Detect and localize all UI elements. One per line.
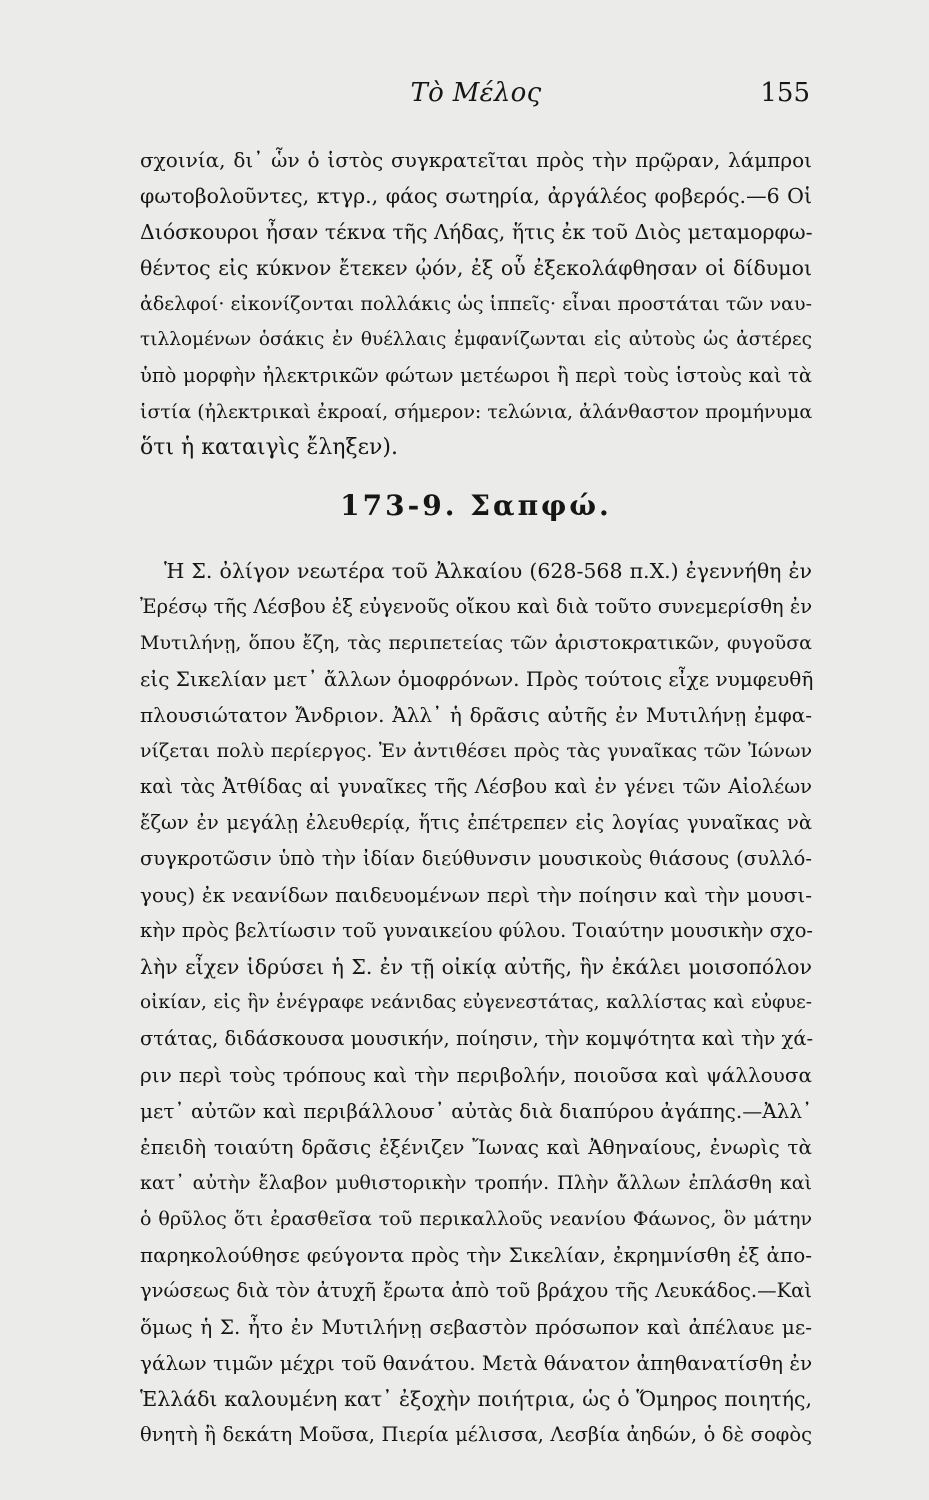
- text-line: ὅτι ἡ καταιγὶς ἔληξεν).: [140, 435, 398, 460]
- text-line: ὁ θρῦλος ὅτι ἐρασθεῖσα τοῦ περικαλλοῦς νεανίου Φάωνος, ὃν μάτην: [140, 1208, 812, 1230]
- text-line: κατ᾽ αὐτὴν ἔλαβον μυθιστορικὴν τροπήν. Πλὴν ἄλλων ἐπλάσθη καὶ: [140, 1172, 812, 1194]
- text-line: νίζεται πολὺ περίεργος. Ἐν ἀντιθέσει πρὸς τὰς γυναῖκας τῶν Ἰώνων: [140, 740, 812, 762]
- text-line: παρηκολούθησε φεύγοντα πρὸς τὴν Σικελίαν, ἐκρημνίσθη ἐξ ἀπο-: [140, 1243, 812, 1267]
- text-line: καὶ τὰς Ἀτθίδας αἱ γυναῖκες τῆς Λέσβου καὶ ἐν γένει τῶν Αἰολέων: [140, 775, 812, 798]
- text-line: Διόσκουροι ἦσαν τέκνα τῆς Λήδας, ἥτις ἐκ τοῦ Διὸς μεταμορφω-: [140, 220, 813, 244]
- text-line: ὑπὸ μορφὴν ἠλεκτρικῶν φώτων μετέωροι ἢ περὶ τοὺς ἱστοὺς καὶ τὰ: [140, 364, 812, 387]
- text-line: ἔζων ἐν μεγάλῃ ἐλευθερίᾳ, ἥτις ἐπέτρεπεν εἰς λογίας γυναῖκας νὰ: [140, 811, 812, 834]
- running-head: [140, 78, 812, 118]
- text-line: γνώσεως διὰ τὸν ἀτυχῆ ἔρωτα ἀπὸ τοῦ βράχου τῆς Λευκάδος.—Καὶ: [140, 1279, 812, 1302]
- text-line: γάλων τιμῶν μέχρι τοῦ θανάτου. Μετὰ θάνατον ἀπηθανατίσθη ἐν: [140, 1351, 813, 1375]
- text-line: ἀδελφοί· εἰκονίζονται πολλάκις ὡς ἱππεῖς· εἶναι προστάται τῶν ναυ-: [140, 293, 812, 315]
- page-number: 155: [760, 78, 810, 108]
- text-line: φωτοβολοῦντες, κτγρ., φάος σωτηρία, ἀργάλέος φοβερός.—6 Οἱ: [140, 184, 812, 208]
- text-line: μετ᾽ αὐτῶν καὶ περιβάλλουσ᾽ αὐτὰς διὰ διαπύρου ἀγάπης.—Ἀλλ᾽: [140, 1099, 812, 1123]
- text-line: ὅμως ἡ Σ. ἦτο ἐν Μυτιλήνῃ σεβαστὸν πρόσωπον καὶ ἀπέλαυε με-: [140, 1315, 812, 1339]
- text-line: πλουσιώτατον Ἄνδριον. Ἀλλ᾽ ἡ δρᾶσις αὐτῆς ἐν Μυτιλήνῃ ἐμφα-: [140, 703, 812, 727]
- text-line: εἰς Σικελίαν μετ᾽ ἄλλων ὁμοφρόνων. Πρὸς τούτοις εἶχε νυμφευθῆ: [140, 667, 814, 691]
- section-heading: 173-9. Σαπφώ.: [340, 489, 612, 522]
- text-line: στάτας, διδάσκουσα μουσικήν, ποίησιν, τὴν κομψότητα καὶ τὴν χά-: [140, 1027, 814, 1050]
- text-line: θέντος εἰς κύκνον ἔτεκεν ᾠόν, ἐξ οὗ ἐξεκολάφθησαν οἱ δίδυμοι: [140, 256, 812, 280]
- text-line: Μυτιλήνῃ, ὅπου ἔζη, τὰς περιπετείας τῶν ἀριστοκρατικῶν, φυγοῦσα: [140, 632, 812, 654]
- text-line: ἐπειδὴ τοιαύτη δρᾶσις ἐξένιζεν Ἴωνας καὶ Ἀθηναίους, ἐνωρὶς τὰ: [140, 1135, 812, 1159]
- text-line: συγκροτῶσιν ὑπὸ τὴν ἰδίαν διεύθυνσιν μουσικοὺς θιάσους (συλλό-: [140, 847, 812, 870]
- text-line: Ἐρέσῳ τῆς Λέσβου ἐξ εὐγενοῦς οἴκου καὶ διὰ τοῦτο συνεμερίσθη ἐν: [140, 595, 813, 618]
- text-line: Ἑλλάδι καλουμένη κατ᾽ ἐξοχὴν ποιήτρια, ὡς ὁ Ὅμηρος ποιητής,: [140, 1387, 812, 1411]
- footnote-paragraph: [140, 142, 812, 466]
- text-line: σχοινία, δι᾽ ὧν ὁ ἱστὸς συγκρατεῖται πρὸς τὴν πρῷραν, λάμπροι: [140, 148, 812, 172]
- text-line: ἱστία (ἠλεκτρικαὶ ἐκροαί, σήμερον: τελώνια, ἀλάνθαστον προμήνυμα: [140, 401, 813, 423]
- text-line: κὴν πρὸς βελτίωσιν τοῦ γυναικείου φύλου. Τοιαύτην μουσικὴν σχο-: [140, 919, 814, 942]
- running-title: Τὸ Μέλος: [410, 78, 542, 108]
- text-line: θνητὴ ἢ δεκάτη Μοῦσα, Πιερία μέλισσα, Λεσβία ἀηδών, ὁ δὲ σοφὸς: [140, 1423, 812, 1446]
- text-line: γους) ἐκ νεανίδων παιδευομένων περὶ τὴν ποίησιν καὶ τὴν μουσι-: [140, 883, 812, 907]
- text-line: λὴν εἶχεν ἱδρύσει ἡ Σ. ἐν τῇ οἰκίᾳ αὐτῆς, ἣν ἐκάλει μοισοπόλον: [140, 955, 812, 979]
- main-paragraph: [140, 553, 812, 1453]
- text-line: Ἡ Σ. ὀλίγον νεωτέρα τοῦ Ἀλκαίου (628-568 π.Χ.) ἐγεννήθη ἐν: [164, 559, 812, 583]
- text-line: τιλλομένων ὁσάκις ἐν θυέλλαις ἐμφανίζωνται εἰς αὐτοὺς ὡς ἀστέρες: [140, 329, 812, 350]
- text-line: οἰκίαν, εἰς ἣν ἐνέγραφε νεάνιδας εὐγενεστάτας, καλλίστας καὶ εὐφυε-: [140, 992, 812, 1013]
- text-line: ριν περὶ τοὺς τρόπους καὶ τὴν περιβολήν, ποιοῦσα καὶ ψάλλουσα: [140, 1063, 812, 1087]
